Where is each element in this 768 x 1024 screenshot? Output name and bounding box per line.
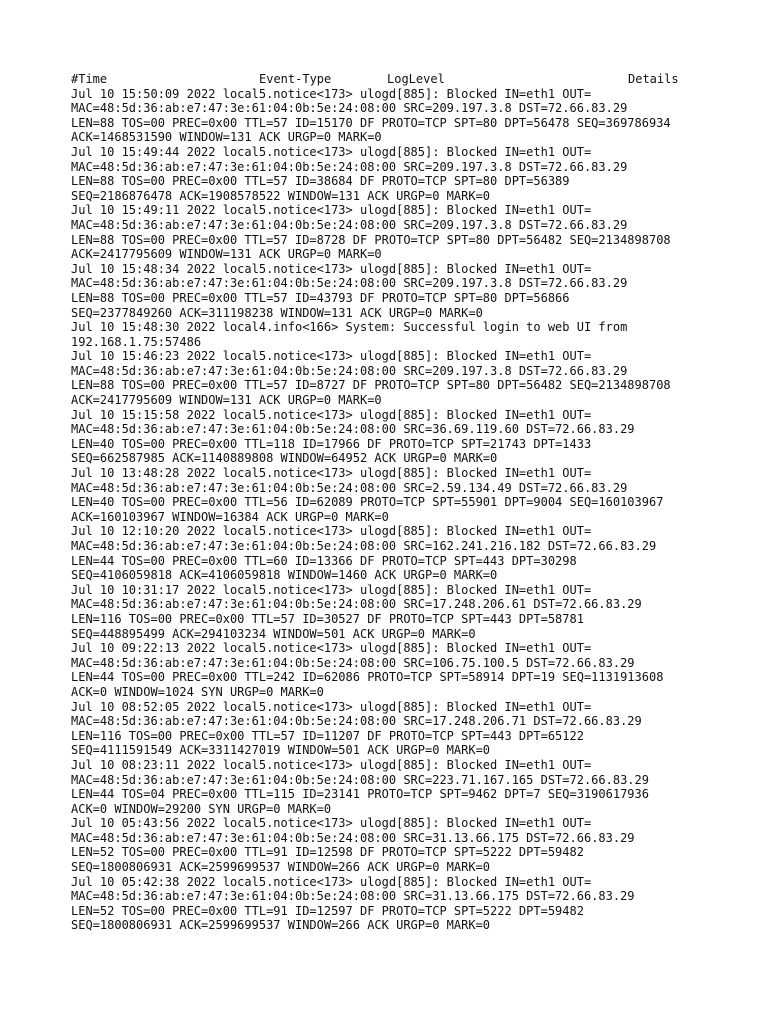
log-line: LEN=88 TOS=00 PREC=0x00 TTL=57 ID=8728 DF PROTO=TCP SPT=80 DPT=56482 SEQ=2134898708 xyxy=(71,232,671,247)
log-listing xyxy=(71,72,751,933)
log-line: MAC=48:5d:36:ab:e7:47:3e:61:04:0b:5e:24:08:00 SRC=31.13.66.175 DST=72.66.83.29 xyxy=(71,889,635,904)
header-time: #Time xyxy=(71,72,108,86)
log-line: SEQ=2377849260 ACK=311198238 WINDOW=131 ACK URGP=0 MARK=0 xyxy=(71,305,483,320)
log-line: MAC=48:5d:36:ab:e7:47:3e:61:04:0b:5e:24:08:00 SRC=209.197.3.8 DST=72.66.83.29 xyxy=(71,276,628,291)
log-line: LEN=88 TOS=00 PREC=0x00 TTL=57 ID=38684 DF PROTO=TCP SPT=80 DPT=56389 xyxy=(71,174,570,189)
log-line: ACK=0 WINDOW=29200 SYN URGP=0 MARK=0 xyxy=(71,801,332,816)
log-line: LEN=52 TOS=00 PREC=0x00 TTL=91 ID=12597 DF PROTO=TCP SPT=5222 DPT=59482 xyxy=(71,903,584,918)
log-line: LEN=88 TOS=00 PREC=0x00 TTL=57 ID=43793 DF PROTO=TCP SPT=80 DPT=56866 xyxy=(71,290,570,305)
log-line: ACK=0 WINDOW=1024 SYN URGP=0 MARK=0 xyxy=(71,684,324,699)
log-line: Jul 10 15:49:11 2022 local5.notice<173> ulogd[885]: Blocked IN=eth1 OUT= xyxy=(71,203,592,218)
log-line: LEN=88 TOS=00 PREC=0x00 TTL=57 ID=15170 DF PROTO=TCP SPT=80 DPT=56478 SEQ=369786934 xyxy=(71,115,671,130)
log-line: MAC=48:5d:36:ab:e7:47:3e:61:04:0b:5e:24:08:00 SRC=209.197.3.8 DST=72.66.83.29 xyxy=(71,101,628,116)
log-line: Jul 10 15:46:23 2022 local5.notice<173> ulogd[885]: Blocked IN=eth1 OUT= xyxy=(71,349,592,364)
log-line: ACK=2417795609 WINDOW=131 ACK URGP=0 MARK=0 xyxy=(71,393,382,408)
log-line: MAC=48:5d:36:ab:e7:47:3e:61:04:0b:5e:24:08:00 SRC=17.248.206.61 DST=72.66.83.29 xyxy=(71,597,642,612)
log-line: Jul 10 08:52:05 2022 local5.notice<173> ulogd[885]: Blocked IN=eth1 OUT= xyxy=(71,699,592,714)
log-line: LEN=88 TOS=00 PREC=0x00 TTL=57 ID=8727 DF PROTO=TCP SPT=80 DPT=56482 SEQ=2134898708 xyxy=(71,378,671,393)
log-line: Jul 10 12:10:20 2022 local5.notice<173> ulogd[885]: Blocked IN=eth1 OUT= xyxy=(71,524,592,539)
log-line: SEQ=448895499 ACK=294103234 WINDOW=501 ACK URGP=0 MARK=0 xyxy=(71,626,476,641)
log-line: Jul 10 13:48:28 2022 local5.notice<173> ulogd[885]: Blocked IN=eth1 OUT= xyxy=(71,466,592,481)
log-line: SEQ=4106059818 ACK=4106059818 WINDOW=1460 ACK URGP=0 MARK=0 xyxy=(71,568,498,583)
log-line: LEN=44 TOS=00 PREC=0x00 TTL=242 ID=62086 PROTO=TCP SPT=58914 DPT=19 SEQ=1131913608 xyxy=(71,670,664,685)
log-line: MAC=48:5d:36:ab:e7:47:3e:61:04:0b:5e:24:08:00 SRC=223.71.167.165 DST=72.66.83.29 xyxy=(71,772,649,787)
log-line: MAC=48:5d:36:ab:e7:47:3e:61:04:0b:5e:24:08:00 SRC=31.13.66.175 DST=72.66.83.29 xyxy=(71,830,635,845)
log-line: MAC=48:5d:36:ab:e7:47:3e:61:04:0b:5e:24:08:00 SRC=209.197.3.8 DST=72.66.83.29 xyxy=(71,217,628,232)
log-line: ACK=2417795609 WINDOW=131 ACK URGP=0 MARK=0 xyxy=(71,247,382,262)
log-line: SEQ=4111591549 ACK=3311427019 WINDOW=501 ACK URGP=0 MARK=0 xyxy=(71,743,491,758)
log-line: SEQ=1800806931 ACK=2599699537 WINDOW=266 ACK URGP=0 MARK=0 xyxy=(71,918,491,933)
log-header-row xyxy=(71,72,751,87)
log-line: LEN=52 TOS=00 PREC=0x00 TTL=91 ID=12598 DF PROTO=TCP SPT=5222 DPT=59482 xyxy=(71,845,584,860)
log-line: ACK=1468531590 WINDOW=131 ACK URGP=0 MARK=0 xyxy=(71,130,382,145)
log-line: LEN=44 TOS=00 PREC=0x00 TTL=60 ID=13366 DF PROTO=TCP SPT=443 DPT=30298 xyxy=(71,553,577,568)
log-line: LEN=116 TOS=00 PREC=0x00 TTL=57 ID=30527 DF PROTO=TCP SPT=443 DPT=58781 xyxy=(71,611,584,626)
log-line: Jul 10 15:48:30 2022 local4.info<166> System: Successful login to web UI from xyxy=(71,320,628,335)
log-line: MAC=48:5d:36:ab:e7:47:3e:61:04:0b:5e:24:08:00 SRC=17.248.206.71 DST=72.66.83.29 xyxy=(71,714,642,729)
log-line: Jul 10 05:43:56 2022 local5.notice<173> ulogd[885]: Blocked IN=eth1 OUT= xyxy=(71,816,592,831)
log-line: LEN=40 TOS=00 PREC=0x00 TTL=56 ID=62089 PROTO=TCP SPT=55901 DPT=9004 SEQ=160103967 xyxy=(71,495,664,510)
log-line: Jul 10 15:15:58 2022 local5.notice<173> ulogd[885]: Blocked IN=eth1 OUT= xyxy=(71,407,592,422)
log-line: MAC=48:5d:36:ab:e7:47:3e:61:04:0b:5e:24:08:00 SRC=162.241.216.182 DST=72.66.83.29 xyxy=(71,539,657,553)
log-line: ACK=160103967 WINDOW=16384 ACK URGP=0 MARK=0 xyxy=(71,509,389,524)
log-line: MAC=48:5d:36:ab:e7:47:3e:61:04:0b:5e:24:08:00 SRC=36.69.119.60 DST=72.66.83.29 xyxy=(71,422,635,437)
log-line: SEQ=662587985 ACK=1140889808 WINDOW=64952 ACK URGP=0 MARK=0 xyxy=(71,451,498,466)
log-line: LEN=116 TOS=00 PREC=0x00 TTL=57 ID=11207 DF PROTO=TCP SPT=443 DPT=65122 xyxy=(71,728,584,743)
log-line: MAC=48:5d:36:ab:e7:47:3e:61:04:0b:5e:24:08:00 SRC=106.75.100.5 DST=72.66.83.29 xyxy=(71,655,635,670)
log-line: Jul 10 15:50:09 2022 local5.notice<173> ulogd[885]: Blocked IN=eth1 OUT= xyxy=(71,86,592,101)
log-line: LEN=40 TOS=00 PREC=0x00 TTL=118 ID=17966 DF PROTO=TCP SPT=21743 DPT=1433 xyxy=(71,436,592,451)
log-line: 192.168.1.75:57486 xyxy=(71,334,202,349)
log-line: SEQ=1800806931 ACK=2599699537 WINDOW=266 ACK URGP=0 MARK=0 xyxy=(71,860,491,875)
header-event-type: Event-Type xyxy=(259,72,332,86)
header-log-level: LogLevel xyxy=(387,72,445,86)
log-line: Jul 10 15:49:44 2022 local5.notice<173> ulogd[885]: Blocked IN=eth1 OUT= xyxy=(71,144,592,159)
header-details: Details xyxy=(628,72,679,86)
log-line: Jul 10 10:31:17 2022 local5.notice<173> ulogd[885]: Blocked IN=eth1 OUT= xyxy=(71,582,592,597)
log-line: Jul 10 08:23:11 2022 local5.notice<173> ulogd[885]: Blocked IN=eth1 OUT= xyxy=(71,757,592,772)
log-line: MAC=48:5d:36:ab:e7:47:3e:61:04:0b:5e:24:08:00 SRC=209.197.3.8 DST=72.66.83.29 xyxy=(71,159,628,174)
log-line: SEQ=2186876478 ACK=1908578522 WINDOW=131 ACK URGP=0 MARK=0 xyxy=(71,188,491,203)
log-line: MAC=48:5d:36:ab:e7:47:3e:61:04:0b:5e:24:08:00 SRC=2.59.134.49 DST=72.66.83.29 xyxy=(71,480,628,495)
log-line: Jul 10 05:42:38 2022 local5.notice<173> ulogd[885]: Blocked IN=eth1 OUT= xyxy=(71,874,592,889)
log-line: Jul 10 15:48:34 2022 local5.notice<173> ulogd[885]: Blocked IN=eth1 OUT= xyxy=(71,261,592,276)
log-line: LEN=44 TOS=04 PREC=0x00 TTL=115 ID=23141 PROTO=TCP SPT=9462 DPT=7 SEQ=3190617936 xyxy=(71,787,649,802)
log-line: MAC=48:5d:36:ab:e7:47:3e:61:04:0b:5e:24:08:00 SRC=209.197.3.8 DST=72.66.83.29 xyxy=(71,363,628,378)
log-line: Jul 10 09:22:13 2022 local5.notice<173> ulogd[885]: Blocked IN=eth1 OUT= xyxy=(71,641,592,656)
log-lines xyxy=(71,87,751,933)
